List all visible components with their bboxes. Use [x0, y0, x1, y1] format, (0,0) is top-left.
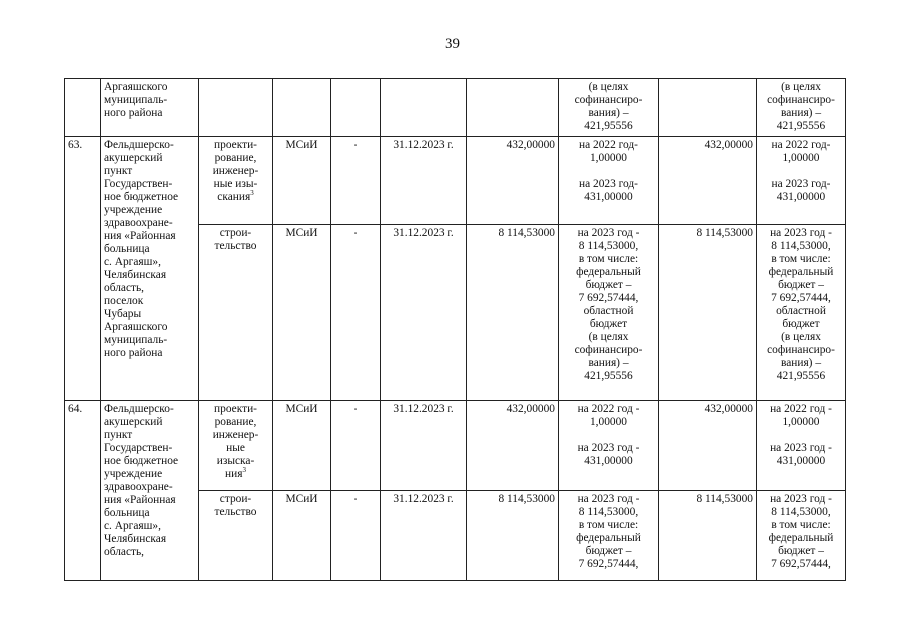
financing-cell: на 2023 год - 8 114,53000, в том числе: федеральный бюджет – 7 692,57444, [757, 491, 846, 581]
financing-cell: на 2023 год - 8 114,53000, в том числе: федеральный бюджет – 7 692,57444, областной бюджет (в целях софинансиро- вания) – 421,95556 [559, 225, 659, 401]
investment-table [64, 78, 846, 581]
object-name-cell: Аргаяшского муниципаль- ного района [101, 79, 199, 137]
amount-cell: 432,00000 [467, 401, 559, 491]
date-cell: 31.12.2023 г. [381, 225, 467, 401]
cell-date [381, 79, 467, 137]
row-number-cell: 64. [65, 401, 101, 581]
amount-cell: 432,00000 [659, 137, 757, 225]
cell-num [65, 79, 101, 137]
date-cell: 31.12.2023 г. [381, 137, 467, 225]
work-type-cell: проекти- рование, инженер- ные изы- скания$^3$ [199, 137, 273, 225]
amount-cell: 8 114,53000 [467, 491, 559, 581]
financing-cell: на 2022 год- 1,00000 на 2023 год- 431,00000 [757, 137, 846, 225]
developer-cell: МСиИ [273, 225, 331, 401]
row-number-cell: 63. [65, 137, 101, 401]
financing-cell: на 2022 год- 1,00000 на 2023 год- 431,00000 [559, 137, 659, 225]
dash-cell: - [331, 225, 381, 401]
amount-cell: 8 114,53000 [659, 491, 757, 581]
developer-cell: МСиИ [273, 137, 331, 225]
cell-dash [331, 79, 381, 137]
object-name-cell: Фельдшерско- акушерский пункт Государствен- ное бюджетное учреждение здравоохране- ния «Районная больница с. Аргаяш», Челябинская область, [101, 401, 199, 581]
continuation-row [65, 79, 846, 137]
cell-amount [659, 79, 757, 137]
work-type-cell: строи- тельство [199, 225, 273, 401]
work-type-cell: строи- тельство [199, 491, 273, 581]
amount-cell: 432,00000 [659, 401, 757, 491]
amount-cell: 432,00000 [467, 137, 559, 225]
amount-cell: 8 114,53000 [467, 225, 559, 401]
developer-cell: МСиИ [273, 401, 331, 491]
financing-cell: на 2023 год - 8 114,53000, в том числе: федеральный бюджет – 7 692,57444, [559, 491, 659, 581]
work-type-cell: проекти- рование, инженер- ные изыска- ния$^3$ [199, 401, 273, 491]
financing-cell: (в целях софинансиро- вания) – 421,95556 [757, 79, 846, 137]
developer-cell: МСиИ [273, 491, 331, 581]
financing-cell: на 2022 год - 1,00000 на 2023 год - 431,00000 [757, 401, 846, 491]
cell-amount [467, 79, 559, 137]
cell-developer [273, 79, 331, 137]
page-number: 39 [445, 36, 460, 52]
financing-cell: (в целях софинансиро- вания) – 421,95556 [559, 79, 659, 137]
table-row [65, 401, 846, 491]
dash-cell: - [331, 137, 381, 225]
date-cell: 31.12.2023 г. [381, 491, 467, 581]
financing-cell: на 2022 год - 1,00000 на 2023 год - 431,00000 [559, 401, 659, 491]
date-cell: 31.12.2023 г. [381, 401, 467, 491]
cell-work [199, 79, 273, 137]
dash-cell: - [331, 491, 381, 581]
amount-cell: 8 114,53000 [659, 225, 757, 401]
financing-cell: на 2023 год - 8 114,53000, в том числе: федеральный бюджет – 7 692,57444, областной бюджет (в целях софинансиро- вания) – 421,95556 [757, 225, 846, 401]
dash-cell: - [331, 401, 381, 491]
table-row [65, 137, 846, 225]
object-name-cell: Фельдшерско- акушерский пункт Государствен- ное бюджетное учреждение здравоохране- ния «Районная больница с. Аргаяш», Челябинская область, поселок Чубары Аргаяшского муниципаль- ного района [101, 137, 199, 401]
